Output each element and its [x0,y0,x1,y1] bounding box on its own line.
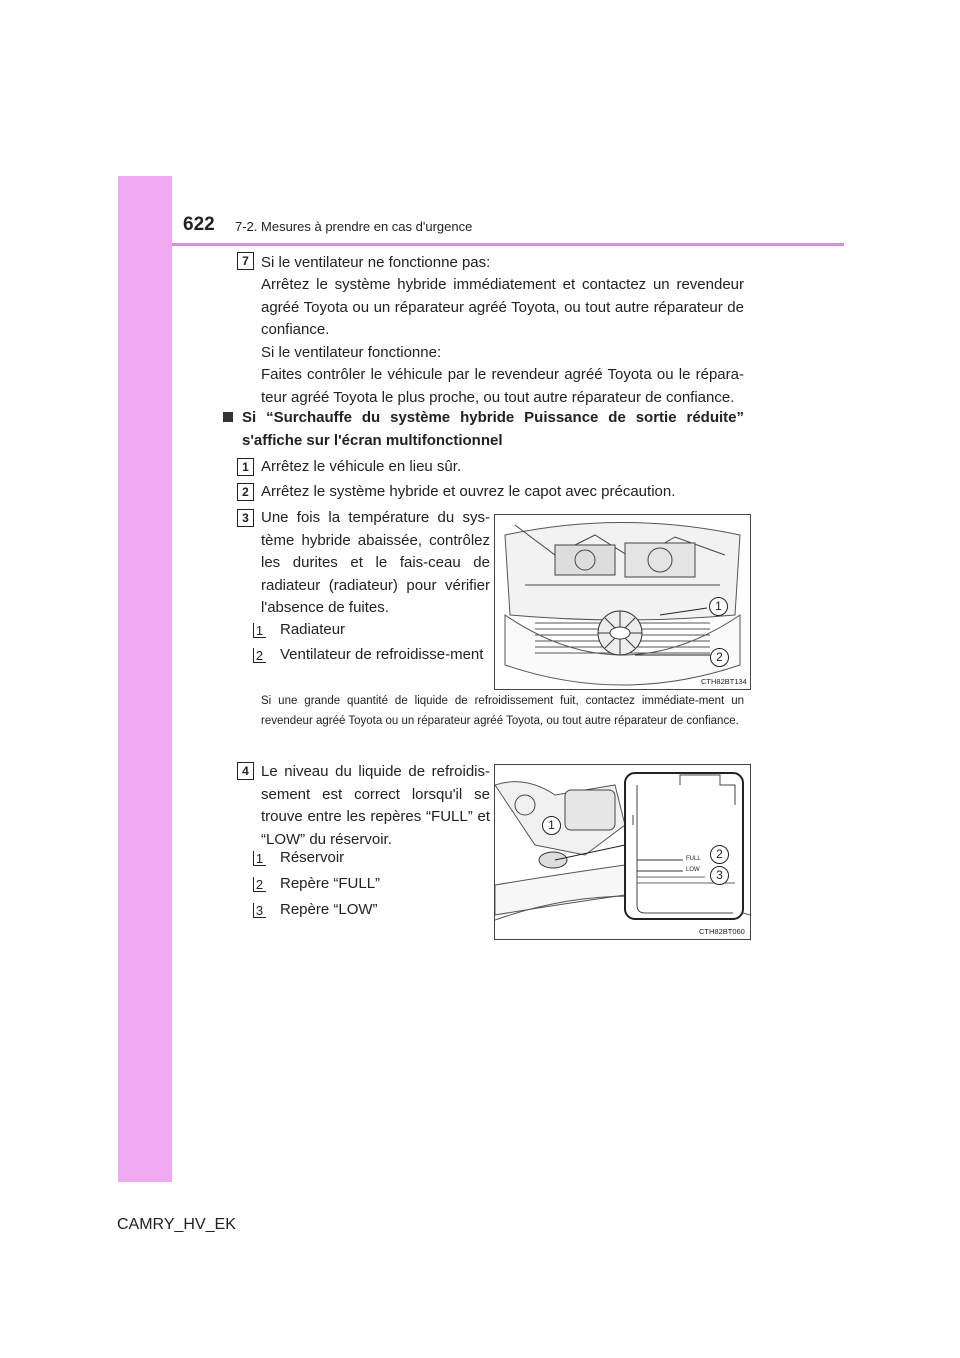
step3-text: Une fois la température du sys-tème hybride abaissée, contrôlez les durites et le fais-ceau de radiateur (radiateur) pour vérifier l'absence de fuites. [261,509,490,616]
engine-bay-figure [494,514,751,690]
step3-item-number: 2 [253,648,266,663]
step4-item-label: Repère “LOW” [280,901,378,918]
step4-item-number: 1 [253,851,266,866]
step-badge-7: 7 [237,252,254,270]
step-badge-1: 1 [237,458,254,476]
step4-item-label: Réservoir [280,849,345,866]
callout-cooling-fan: 2 [710,648,729,667]
step7-para2: Faites contrôler le véhicule par le revendeur agréé Toyota ou le répara-teur agréé Toyota le plus proche, ou tout autre réparateur de confiance. [261,366,744,406]
step1-text: Arrêtez le véhicule en lieu sûr. [261,458,462,475]
figure-code: CTH82BT060 [699,927,745,936]
callout-low-mark: 3 [710,866,729,885]
step4-item-number: 3 [253,903,266,918]
step4-text: Le niveau du liquide de refroidis-sement est correct lorsqu'il se trouve entre les repères “FULL” et “LOW” du réservoir. [261,763,490,848]
heading-line2: s'affiche sur l'écran multifonctionnel [242,432,503,449]
heading-line1: Si “Surchauffe du système hybride Puissance de sortie réduite” [242,409,744,426]
step7-line1: Si le ventilateur ne fonctionne pas: [261,254,491,271]
step-badge-2: 2 [237,483,254,501]
callout-radiator: 1 [709,597,728,616]
header-rule [172,243,844,246]
callout-reservoir: 1 [542,816,561,835]
step7-line2: Si le ventilateur fonctionne: [261,344,442,361]
step3-item-label: Ventilateur de refroidisse-ment [280,646,484,663]
step-badge-4: 4 [237,762,254,780]
step3-note: Si une grande quantité de liquide de refroidissement fuit, contactez immédiate-ment un revendeur agréé Toyota ou un réparateur agréé Toyota, ou tout autre réparateur de confiance. [261,695,744,727]
step3-item-number: 1 [253,623,266,638]
section-title: 7-2. Mesures à prendre en cas d'urgence [235,219,473,234]
figure-code: CTH82BT134 [701,677,747,686]
step7-para1: Arrêtez le système hybride immédiatement et contactez un revendeur agréé Toyota ou un réparateur agréé Toyota, ou tout autre réparateur de confiance. [261,276,744,338]
mark-low: LOW [686,867,700,873]
page-number: 622 [183,214,215,235]
callout-full-mark: 2 [710,845,729,864]
step2-text: Arrêtez le système hybride et ouvrez le capot avec précaution. [261,483,676,500]
sidebar-tab [118,176,172,1182]
heading-square-icon [223,412,233,422]
step3-item-label: Radiateur [280,621,346,638]
step4-item-number: 2 [253,877,266,892]
step4-item-label: Repère “FULL” [280,875,381,892]
step-badge-3: 3 [237,509,254,527]
document-code: CAMRY_HV_EK [117,1216,236,1233]
reservoir-figure [494,764,751,940]
mark-full: FULL [686,856,701,862]
